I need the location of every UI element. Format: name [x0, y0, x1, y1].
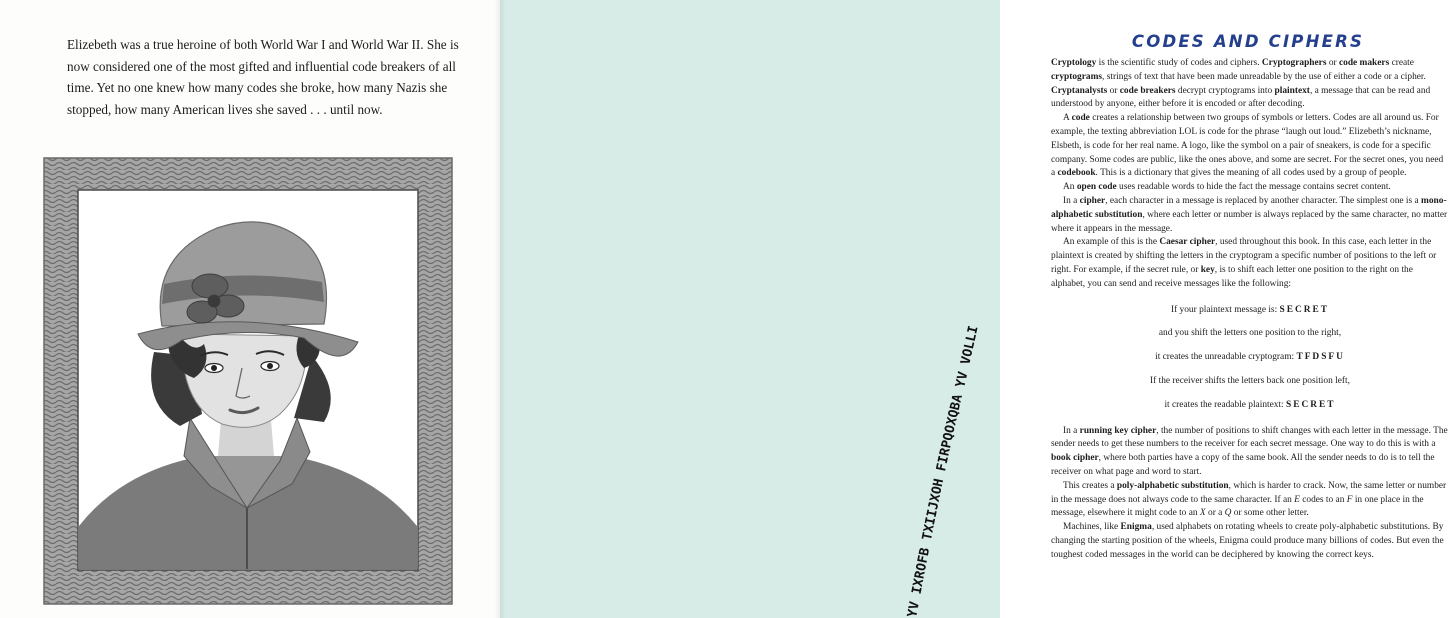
cipher-ribbon-text: YV IXROFB TXIIJXOH FIRPQOXQBA YV VOLLI: [905, 324, 982, 618]
caesar-example: [1051, 304, 1449, 413]
example-line: and you shift the letters one position to the right,: [1158, 328, 1342, 339]
paragraph: In a running key cipher, the number of positions to shift changes with each letter in the message. The sender needs to get these numbers to the receiver for each secret message. One way to do this is with a book cipher, where both parties have a copy of the same book. All the sender needs to do is to tell the receiver on what page and word to start.: [1051, 425, 1448, 477]
intro-line: time. Yet no one knew how many codes she broke, how many Nazis she: [67, 80, 448, 95]
paragraph: This creates a poly-alphabetic substitution, which is harder to crack. Now, the same letter or number in the message does not always code to the same character. If an E codes to an F in one place in the message, elsewhere it might code to an X or a Q or some other letter.: [1051, 480, 1447, 519]
framed-portrait-illustration: [42, 156, 454, 606]
intro-line: now considered one of the most gifted and influential code breakers of all: [67, 58, 456, 74]
paragraph: An open code uses readable words to hide the fact the message contains secret content.: [1063, 182, 1391, 193]
paragraph: In a cipher, each character in a message is replaced by another character. The simplest one is a mono-alphabetic substitution, where each letter or number is always replaced by the same character, no matter where it appears in the message.: [1051, 195, 1448, 234]
book-gutter: [494, 0, 506, 618]
example-line: If your plaintext message is: SECRET: [1170, 304, 1330, 315]
example-line: it creates the unreadable cryptogram: TFDSFU: [1155, 352, 1345, 363]
body-text: [1051, 57, 1449, 563]
paragraph: Machines, like Enigma, used alphabets on rotating wheels to create poly-alphabetic substitutions. By changing the starting position of the wheels, Enigma could produce many billions of codes. But even the toughest coded messages in the world can be deciphered by knowing the correct keys.: [1051, 522, 1444, 560]
paragraph: An example of this is the Caesar cipher, used throughout this book. In this case, each letter in the plaintext is created by shifting the letters in the cryptogram a specific number of positions to the left or right. For example, if the secret rule, or key, is to shift each letter one position to the right on the alphabet, you can send and receive messages like the following:: [1051, 237, 1437, 289]
example-line: If the receiver shifts the letters back one position left,: [1150, 375, 1350, 386]
intro-paragraph: [67, 34, 459, 120]
section-title: CODES AND CIPHERS: [1131, 32, 1365, 51]
left-page: [0, 0, 500, 618]
paragraph: Cryptology is the scientific study of codes and ciphers. Cryptographers or code makers create cryptograms, strings of text that have been made unreadable by the use of either a code or a cipher. Cryptanalysts or code breakers decrypt cryptograms into plaintext, a message that can be read and understood by anyone, either before it is encoded or after decoding.: [1051, 58, 1431, 110]
intro-line: Elizebeth was a true heroine of both World War I and World War II. She is: [67, 37, 459, 52]
paragraph: A code creates a relationship between two groups of symbols or letters. Codes are all around us. For example, the texting abbreviation LOL is code for the phrase “laugh out loud.” Elizebeth’s nickname, Elsbeth, is code for her real name. A logo, like the symbol on a pair of sneakers, is code for a specific company. Some codes are public, like the ones above, and some are secret. For the secret ones, you need a codebook. This is a dictionary that gives the meaning of all codes used by a group of people.: [1051, 113, 1444, 179]
example-line: it creates the readable plaintext: SECRET: [1164, 399, 1336, 410]
intro-line: stopped, how many American lives she saved . . . until now.: [67, 101, 383, 117]
cipher-text-ribbon: [904, 228, 1000, 618]
right-page: [500, 0, 1448, 618]
